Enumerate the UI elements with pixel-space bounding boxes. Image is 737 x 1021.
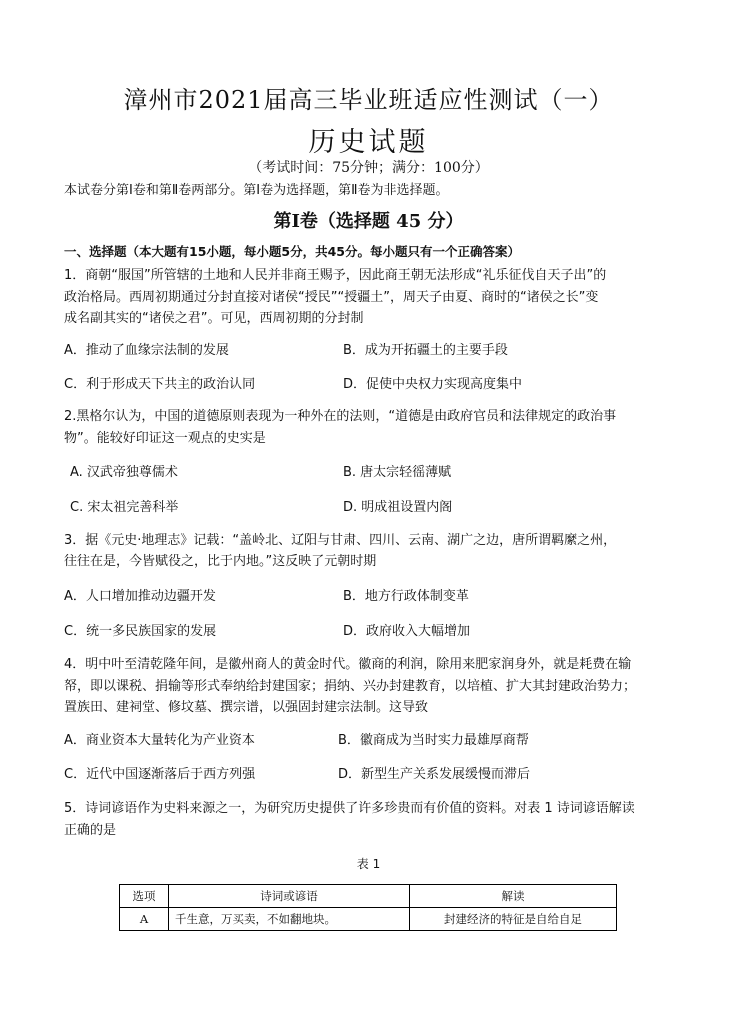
q2-stem-line: 2.黑格尔认为，中国的道德原则表现为一种外在的法则，“道德是由政府官员和法律规定的政治事 [64, 409, 617, 424]
q4-stem-line: 4．明中叶至清乾隆年间，是徽州商人的黄金时代。徽商的利润，除用来肥家润身外，就是耗费在输 [64, 657, 632, 672]
q1-option-c: C．利于形成天下共主的政治认同 [64, 377, 256, 392]
q2-option-a: A. 汉武帝独尊儒术 [70, 465, 178, 480]
q1-option-b: B．成为开拓疆土的主要手段 [343, 343, 508, 358]
q3-option-b: B．地方行政体制变革 [343, 589, 469, 604]
table-cell: 千生意，万买卖，不如翻地块。 [169, 908, 410, 931]
q3-stem-line: 3．据《元史·地理志》记载：“盖岭北、辽阳与甘肃、四川、云南、湖广之边，唐所谓羁縻之州， [64, 533, 617, 548]
q3-stem-line: 往往在是，今皆赋役之，比于内地。”这反映了元朝时期 [64, 554, 377, 569]
q1-stem-line: 1．商朝“服国”所管辖的土地和人民并非商王赐予，因此商王朝无法形成“礼乐征伐自天子出”的 [64, 268, 607, 283]
q3-option-c: C．统一多民族国家的发展 [64, 624, 217, 639]
q5-stem-line: 正确的是 [64, 823, 117, 838]
q2-option-c: C. 宋太祖完善科举 [70, 500, 179, 515]
q3-option-a: A．人口增加推动边疆开发 [64, 589, 216, 604]
q4-option-a: A．商业资本大量转化为产业资本 [64, 733, 255, 748]
poem-interpretation-table [119, 884, 617, 931]
q2-stem-line: 物”。能较好印证这一观点的史实是 [64, 431, 266, 446]
section-title: 第Ⅰ卷（选择题 45 分） [273, 211, 464, 232]
q3-option-d: D．政府收入大幅增加 [343, 624, 471, 639]
table-cell: 封建经济的特征是自给自足 [410, 908, 617, 931]
q4-option-b: B．徽商成为当时实力最雄厚商帮 [338, 733, 529, 748]
q4-option-d: D．新型生产关系发展缓慢而滞后 [338, 767, 531, 782]
q1-stem-line: 成名副其实的“诸侯之君”。可见，西周初期的分封制 [64, 311, 364, 326]
table-row [120, 908, 617, 931]
q2-option-d: D. 明成祖设置内阁 [343, 500, 453, 515]
q4-option-c: C．近代中国逐渐落后于西方列强 [64, 767, 256, 782]
exam-title: 漳州市2021届高三毕业班适应性测试（一） [123, 86, 614, 114]
q2-option-b: B. 唐太宗轻徭薄赋 [343, 465, 452, 480]
table-caption: 表 1 [356, 857, 381, 871]
table-header-cell: 诗词或谚语 [169, 885, 410, 908]
intro-text: 本试卷分第Ⅰ卷和第Ⅱ卷两部分。第Ⅰ卷为选择题，第Ⅱ卷为非选择题。 [64, 183, 449, 198]
table-header-row [120, 885, 617, 908]
q1-stem-line: 政治格局。西周初期通过分封直接对诸侯“授民”“授疆土”，周天子由夏、商时的“诸侯之长”变 [64, 290, 599, 305]
q4-stem-line: 帑，即以课税、捐输等形式奉纳给封建国家；捐纳、兴办封建教育，以培植、扩大其封建政治势力； [64, 679, 637, 694]
table-cell: A [120, 908, 169, 931]
time-info: （考试时间：75分钟；满分：100分） [248, 160, 489, 176]
q5-stem-line: 5．诗词谚语作为史料来源之一，为研究历史提供了许多珍贵而有价值的资料。对表 1 诗词谚语解读 [64, 801, 635, 816]
section-instruction: 一、选择题（本大题有15小题，每小题5分，共45分。每小题只有一个正确答案） [64, 244, 520, 259]
q1-option-d: D．促使中央权力实现高度集中 [343, 377, 523, 392]
q1-option-a: A．推动了血缘宗法制的发展 [64, 343, 229, 358]
table-header-cell: 选项 [120, 885, 169, 908]
subject-title: 历史试题 [308, 127, 429, 158]
table-header-cell: 解读 [410, 885, 617, 908]
q4-stem-line: 置族田、建祠堂、修坟墓、撰宗谱，以强固封建宗法制。这导致 [64, 700, 429, 715]
